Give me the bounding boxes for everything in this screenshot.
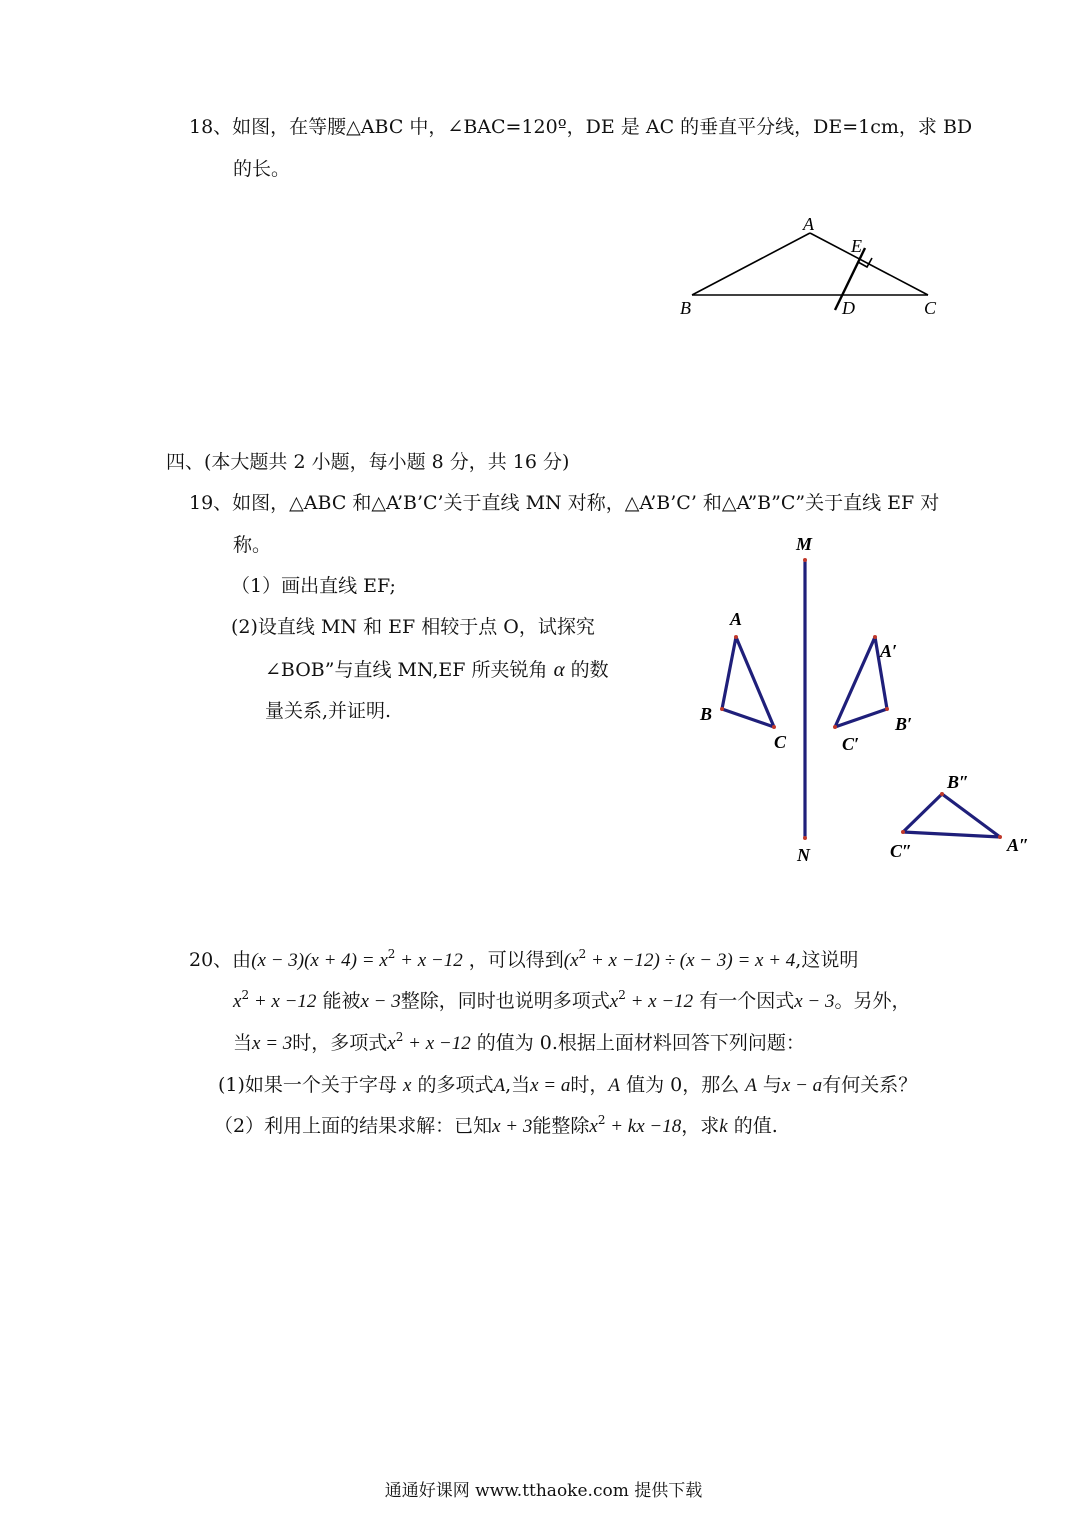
q19-triangle-abc bbox=[722, 637, 774, 727]
q20-line3 bbox=[233, 1030, 805, 1057]
q19-point-b2 bbox=[940, 792, 944, 796]
q19-point-m bbox=[803, 558, 807, 562]
q18-label-c: C bbox=[924, 298, 937, 318]
q19-part2-text-b: 的数 bbox=[570, 659, 609, 681]
q20-p2-t1: （2）利用上面的结果求解：已知 bbox=[214, 1115, 493, 1137]
q20-l2-e1b: + x −12 bbox=[249, 991, 317, 1012]
q20-l2-t3: 有一个因式 bbox=[699, 990, 795, 1012]
q19-label-b: B bbox=[700, 704, 713, 724]
q19-line2: 称。 bbox=[233, 534, 272, 556]
q20-line1 bbox=[189, 947, 858, 974]
q19-triangle-a2b2c2 bbox=[903, 794, 1000, 837]
q20-p1-t5: 值为 0，那么 bbox=[626, 1074, 740, 1096]
q18-segment-ab bbox=[692, 233, 810, 295]
q19-point-b bbox=[720, 707, 724, 711]
q20-l2-sup1: 2 bbox=[241, 988, 250, 1002]
q18-label-d: D bbox=[842, 298, 855, 318]
q20-l3-sup: 2 bbox=[395, 1030, 404, 1044]
q20-l2-t2: 整除，同时也说明多项式 bbox=[400, 990, 610, 1012]
q20-p1-e2: x − a bbox=[781, 1075, 823, 1096]
q20-l1-sup2: 2 bbox=[578, 947, 587, 961]
q20-l2-sup2: 2 bbox=[618, 988, 626, 1002]
q20-part1 bbox=[218, 1072, 917, 1099]
q20-p1-t3: ,当 bbox=[505, 1074, 531, 1096]
q19-label-c: C bbox=[774, 732, 787, 752]
q19-part2-line3: 量关系,并证明. bbox=[265, 700, 392, 722]
q19-label-c1: C′ bbox=[842, 734, 860, 754]
q20-l2-e3b: + x −12 bbox=[625, 991, 694, 1012]
q19-point-c bbox=[772, 725, 776, 729]
q20-p1-t4: 时， bbox=[570, 1074, 609, 1096]
q19-point-c2 bbox=[901, 830, 905, 834]
q18-figure bbox=[660, 210, 960, 330]
q19-alpha: α bbox=[553, 657, 565, 681]
q20-l1-prefix: 20、由 bbox=[189, 949, 252, 971]
q19-figure bbox=[690, 530, 1050, 865]
q18-label-e: E bbox=[851, 236, 862, 256]
q20-l1-end: ,这说明 bbox=[795, 949, 859, 971]
q18-label-a: A bbox=[803, 214, 814, 234]
q19-point-a bbox=[734, 635, 738, 639]
q20-l2-e1: x bbox=[233, 991, 242, 1012]
q20-p1-t6: 与 bbox=[762, 1074, 782, 1096]
q20-l1-expr1: (x − 3)(x + 4) = x bbox=[251, 950, 388, 971]
q19-label-a: A bbox=[730, 609, 743, 629]
q19-part2-line1: (2)设直线 MN 和 EF 相较于点 O，试探究 bbox=[231, 616, 595, 638]
q18-line1: 18、如图，在等腰△ABC 中，∠BAC=120º，DE 是 AC 的垂直平分线，DE=1cm，求 BD bbox=[189, 116, 973, 138]
q20-l3-t2: 时，多项式 bbox=[292, 1032, 388, 1054]
q20-l3-t1: 当 bbox=[233, 1032, 253, 1054]
q20-p2-sup: 2 bbox=[597, 1113, 606, 1127]
q20-p2-e1: x + 3 bbox=[492, 1116, 533, 1137]
q20-p1-e1: x = a bbox=[530, 1075, 571, 1096]
q20-l1-expr2b: + x −12) ÷ (x − 3) = x + 4 bbox=[586, 950, 796, 971]
q20-l3-e2b: + x −12 bbox=[403, 1033, 471, 1054]
section4-title: 四、(本大题共 2 小题，每小题 8 分，共 16 分) bbox=[166, 451, 570, 473]
q20-p1-t7: 有何关系？ bbox=[822, 1074, 918, 1096]
q20-l2-e3: x bbox=[609, 991, 619, 1012]
q18-label-b: B bbox=[680, 298, 691, 318]
q20-p1-t2: 的多项式 bbox=[417, 1074, 494, 1096]
q19-label-c2: C″ bbox=[890, 841, 912, 861]
q20-p2-e2: x bbox=[589, 1116, 598, 1137]
q19-point-a1 bbox=[873, 635, 877, 639]
q19-part1: （1）画出直线 EF; bbox=[231, 575, 396, 597]
q20-l3-t3: 的值为 0.根据上面材料回答下列问题： bbox=[476, 1032, 805, 1054]
q19-label-b1: B′ bbox=[895, 714, 913, 734]
q19-label-a1: A′ bbox=[880, 641, 898, 661]
q20-l2-t4: 。另外， bbox=[834, 990, 911, 1012]
q20-p2-t3: ，求 bbox=[681, 1115, 720, 1137]
q20-part2 bbox=[214, 1113, 778, 1140]
q19-label-b2: B″ bbox=[947, 772, 969, 792]
q20-p2-t4: 的值. bbox=[733, 1115, 778, 1137]
q20-l3-e1: x = 3 bbox=[252, 1033, 293, 1054]
q20-line2 bbox=[233, 988, 911, 1015]
q20-l3-e2: x bbox=[387, 1033, 396, 1054]
q20-l1-sup1: 2 bbox=[387, 947, 396, 961]
q20-l2-t1: 能被 bbox=[322, 990, 361, 1012]
q20-l1-mid: ，可以得到 bbox=[468, 949, 564, 971]
q20-p2-t2: 能整除 bbox=[532, 1115, 590, 1137]
q20-p2-e2b: + kx −18 bbox=[605, 1116, 682, 1137]
q20-p1-a2: A bbox=[608, 1075, 621, 1096]
q19-label-n: N bbox=[797, 845, 810, 865]
q20-l2-e4: x − 3 bbox=[794, 991, 835, 1012]
q19-label-a2: A″ bbox=[1007, 835, 1029, 855]
q19-line1: 19、如图，△ABC 和△A’B’C’关于直线 MN 对称，△A’B’C’ 和△A”B”C”关于直线 EF 对 bbox=[189, 492, 940, 514]
q18-line2: 的长。 bbox=[233, 158, 291, 180]
q19-point-a2 bbox=[998, 835, 1002, 839]
q19-label-m: M bbox=[796, 534, 813, 554]
q19-point-b1 bbox=[885, 707, 889, 711]
q20-l1-expr2: (x bbox=[563, 950, 579, 971]
q20-p2-k: k bbox=[719, 1116, 728, 1137]
q20-p1-t1: (1)如果一个关于字母 bbox=[218, 1074, 397, 1096]
q19-point-n bbox=[803, 836, 807, 840]
q20-l2-e2: x − 3 bbox=[360, 991, 401, 1012]
q19-part2-text-a: ∠BOB”与直线 MN,EF 所夹锐角 bbox=[265, 659, 548, 681]
q20-p1-a3: A bbox=[745, 1075, 757, 1096]
q20-p1-a: A bbox=[493, 1075, 506, 1096]
q20-p1-x: x bbox=[402, 1075, 412, 1096]
page-footer: 通通好课网 www.tthaoke.com 提供下载 bbox=[384, 1481, 703, 1501]
q20-l1-expr1b: + x −12 bbox=[395, 950, 463, 971]
q19-point-c1 bbox=[833, 725, 837, 729]
q19-part2-line2 bbox=[265, 656, 609, 683]
